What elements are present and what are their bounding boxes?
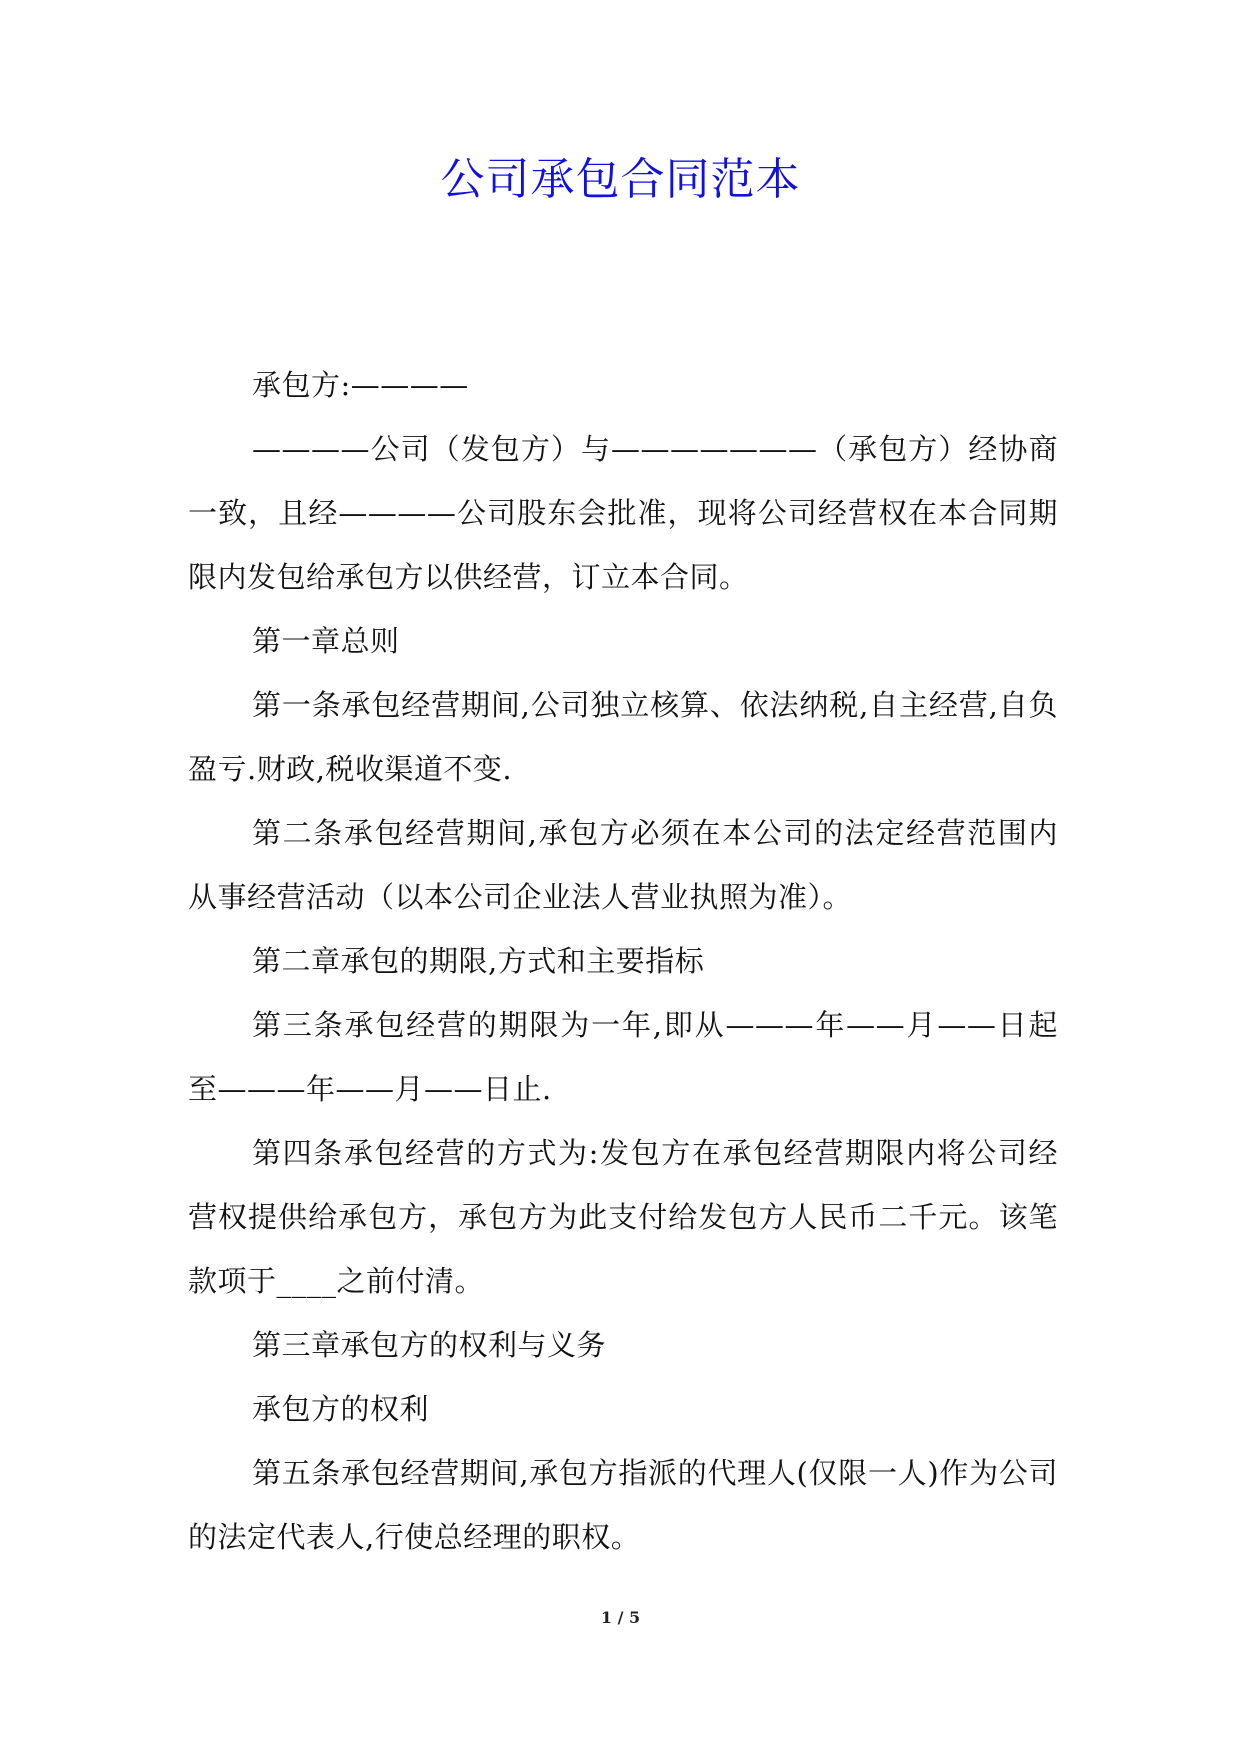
- article-5: 第五条承包经营期间,承包方指派的代理人(仅限一人)作为公司的法定代表人,行使总经理的职权。: [188, 1456, 1058, 1554]
- article-3: 第三条承包经营的期限为一年,即从———年——月——日起至———年——月——日止.: [188, 1008, 1058, 1106]
- article-4: 第四条承包经营的方式为:发包方在承包经营期限内将公司经营权提供给承包方，承包方为此支付给发包方人民币二千元。该笔款项于____之前付清。: [188, 1136, 1058, 1298]
- document-title: 公司承包合同范本: [440, 154, 801, 205]
- article-1: 第一条承包经营期间,公司独立核算、依法纳税,自主经营,自负盈亏.财政,税收渠道不变.: [188, 688, 1058, 786]
- page-number: 1 / 5: [600, 1608, 641, 1627]
- paragraph-preamble: ————公司（发包方）与———————（承包方）经协商一致，且经————公司股东会批准，现将公司经营权在本合同期限内发包给承包方以供经营，订立本合同。: [188, 432, 1058, 594]
- chapter-heading-1: 第一章总则: [252, 624, 400, 658]
- chapter-heading-2: 第二章承包的期限,方式和主要指标: [252, 944, 705, 978]
- document-body: [188, 353, 1058, 1569]
- chapter-heading-3: 第三章承包方的权利与义务: [252, 1328, 607, 1362]
- paragraph-contractor-line: 承包方:————: [252, 368, 469, 402]
- article-2: 第二条承包经营期间,承包方必须在本公司的法定经营范围内从事经营活动（以本公司企业法人营业执照为准）。: [188, 816, 1058, 914]
- section-heading-rights: 承包方的权利: [252, 1392, 430, 1426]
